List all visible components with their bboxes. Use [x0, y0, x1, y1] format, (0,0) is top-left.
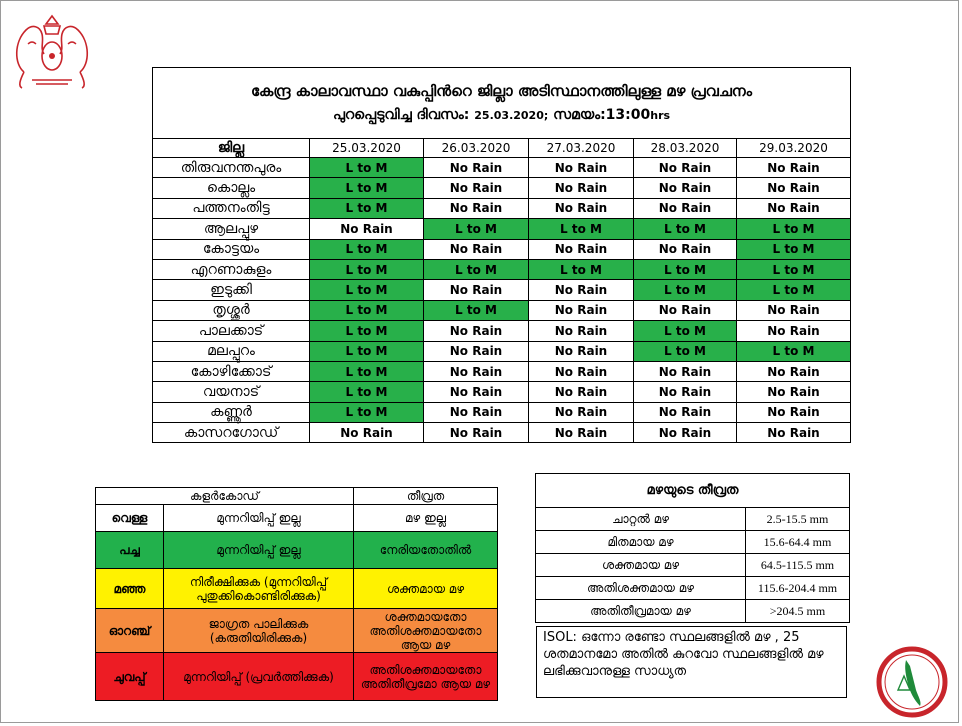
- forecast-row: [153, 382, 851, 402]
- published-line: [153, 103, 850, 128]
- intensity-label: അതിശക്തമായ മഴ: [536, 577, 746, 600]
- forecast-row: [153, 239, 851, 259]
- forecast-cell: No Rain: [310, 423, 424, 443]
- forecast-cell: L to M: [310, 178, 424, 198]
- district-name: കണ്ണൂർ: [153, 402, 310, 422]
- forecast-cell: L to M: [310, 158, 424, 178]
- forecast-cell: No Rain: [634, 178, 737, 198]
- forecast-cell: No Rain: [529, 402, 634, 422]
- forecast-table: [152, 67, 851, 443]
- legend-intensity: ശക്തമായ മഴ: [354, 569, 498, 609]
- forecast-cell: No Rain: [737, 402, 851, 422]
- forecast-cell: L to M: [634, 219, 737, 239]
- district-name: കൊല്ലം: [153, 178, 310, 198]
- legend-meaning: ജാഗ്രത പാലിക്കുക (കരുതിയിരിക്കുക): [164, 609, 354, 653]
- legend-meaning: മുന്നറിയിപ്പ് ഇല്ല: [164, 532, 354, 569]
- forecast-cell: No Rain: [634, 402, 737, 422]
- forecast-cell: No Rain: [529, 321, 634, 341]
- district-header: ജില്ല: [153, 139, 310, 158]
- forecast-cell: No Rain: [737, 158, 851, 178]
- forecast-cell: No Rain: [634, 198, 737, 218]
- forecast-cell: No Rain: [424, 382, 529, 402]
- forecast-cell: No Rain: [310, 219, 424, 239]
- forecast-row: [153, 259, 851, 279]
- intensity-range: 15.6-64.4 mm: [746, 531, 850, 554]
- intensity-label: ശക്തമായ മഴ: [536, 554, 746, 577]
- intensity-range: 115.6-204.4 mm: [746, 577, 850, 600]
- isol-note: ISOL: ഒന്നോ രണ്ടോ സ്ഥലങ്ങളിൽ മഴ , 25 ശതമാനമോ അതിൽ കുറവോ സ്ഥലങ്ങളിൽ മഴ ലഭിക്കുവാനുള്ള സാധ്യത: [536, 626, 847, 698]
- legend-row-green: [96, 532, 498, 569]
- forecast-cell: No Rain: [737, 382, 851, 402]
- date-header: 26.03.2020: [424, 139, 529, 158]
- forecast-cell: L to M: [310, 259, 424, 279]
- color-code-legend: [95, 487, 498, 701]
- legend-row-white: [96, 505, 498, 532]
- forecast-cell: L to M: [310, 198, 424, 218]
- published-date: 25.03.2020;: [474, 108, 549, 122]
- kerala-emblem-icon: [10, 14, 94, 92]
- rain-intensity-table: [535, 473, 850, 623]
- intensity-row: [536, 531, 850, 554]
- intensity-range: 2.5-15.5 mm: [746, 508, 850, 531]
- forecast-cell: L to M: [737, 280, 851, 300]
- forecast-cell: No Rain: [529, 300, 634, 320]
- forecast-cell: L to M: [310, 341, 424, 361]
- forecast-cell: No Rain: [424, 321, 529, 341]
- legend-meaning: നിരീക്ഷിക്കുക (മുന്നറിയിപ്പ് പുതുക്കികൊണ്ടിരിക്കുക): [164, 569, 354, 609]
- forecast-cell: L to M: [634, 321, 737, 341]
- forecast-row: [153, 280, 851, 300]
- forecast-cell: L to M: [634, 280, 737, 300]
- forecast-row: [153, 321, 851, 341]
- forecast-cell: No Rain: [634, 423, 737, 443]
- forecast-row: [153, 300, 851, 320]
- forecast-cell: No Rain: [529, 423, 634, 443]
- forecast-row: [153, 341, 851, 361]
- district-name: തൃശ്ശൂർ: [153, 300, 310, 320]
- intensity-label: മിതമായ മഴ: [536, 531, 746, 554]
- legend-intensity: നേരിയതോതിൽ: [354, 532, 498, 569]
- forecast-cell: L to M: [424, 219, 529, 239]
- forecast-cell: No Rain: [529, 280, 634, 300]
- forecast-cell: No Rain: [529, 239, 634, 259]
- forecast-cell: No Rain: [424, 423, 529, 443]
- intensity-row: [536, 508, 850, 531]
- legend-row-orange: [96, 609, 498, 653]
- intensity-row: [536, 554, 850, 577]
- intensity-row: [536, 600, 850, 623]
- ksdma-logo-icon: [876, 646, 948, 718]
- forecast-title-cell: [153, 68, 851, 139]
- date-header: 29.03.2020: [737, 139, 851, 158]
- forecast-cell: No Rain: [424, 178, 529, 198]
- forecast-cell: L to M: [634, 259, 737, 279]
- forecast-cell: L to M: [529, 219, 634, 239]
- legend-meaning: മുന്നറിയിപ്പ് (പ്രവർത്തിക്കുക): [164, 653, 354, 701]
- time-label: സമയം:: [553, 106, 606, 123]
- forecast-cell: No Rain: [424, 361, 529, 381]
- forecast-cell: L to M: [310, 361, 424, 381]
- forecast-cell: L to M: [310, 402, 424, 422]
- forecast-cell: No Rain: [737, 321, 851, 341]
- forecast-cell: No Rain: [424, 402, 529, 422]
- legend-color-name: പച്ച: [96, 532, 164, 569]
- forecast-cell: L to M: [634, 341, 737, 361]
- legend-color-name: മഞ്ഞ: [96, 569, 164, 609]
- forecast-cell: No Rain: [529, 361, 634, 381]
- date-header: 27.03.2020: [529, 139, 634, 158]
- district-name: കോഴിക്കോട്: [153, 361, 310, 381]
- intensity-label: അതിതീവ്രമായ മഴ: [536, 600, 746, 623]
- forecast-cell: No Rain: [424, 341, 529, 361]
- forecast-cell: No Rain: [529, 341, 634, 361]
- forecast-cell: No Rain: [634, 239, 737, 259]
- date-header: 25.03.2020: [310, 139, 424, 158]
- forecast-row: [153, 219, 851, 239]
- legend-color-name: ഓറഞ്ച്: [96, 609, 164, 653]
- forecast-cell: No Rain: [737, 198, 851, 218]
- forecast-cell: L to M: [529, 259, 634, 279]
- forecast-cell: No Rain: [529, 198, 634, 218]
- forecast-cell: No Rain: [424, 198, 529, 218]
- time-value: 13:00: [605, 106, 651, 123]
- legend-color-name: വെള്ള: [96, 505, 164, 532]
- forecast-cell: No Rain: [634, 382, 737, 402]
- district-name: എറണാകുളം: [153, 259, 310, 279]
- legend-header-intensity: തീവ്രത: [354, 488, 498, 505]
- legend-header-colorcode: കളർകോഡ്: [96, 488, 354, 505]
- forecast-cell: No Rain: [529, 158, 634, 178]
- forecast-cell: L to M: [737, 341, 851, 361]
- forecast-cell: No Rain: [737, 178, 851, 198]
- district-name: ഇടുക്കി: [153, 280, 310, 300]
- forecast-cell: L to M: [737, 219, 851, 239]
- forecast-cell: No Rain: [424, 158, 529, 178]
- date-header: 28.03.2020: [634, 139, 737, 158]
- forecast-row: [153, 361, 851, 381]
- district-name: പത്തനംതിട്ട: [153, 198, 310, 218]
- time-unit: hrs: [650, 108, 671, 122]
- forecast-cell: No Rain: [529, 178, 634, 198]
- forecast-cell: No Rain: [634, 300, 737, 320]
- forecast-cell: No Rain: [634, 361, 737, 381]
- date-header-row: [153, 139, 851, 158]
- legend-meaning: മുന്നറിയിപ്പ് ഇല്ല: [164, 505, 354, 532]
- intensity-range: >204.5 mm: [746, 600, 850, 623]
- district-name: കോട്ടയം: [153, 239, 310, 259]
- legend-intensity: അതിശക്തമായതോ അതിതീവ്രമോ ആയ മഴ: [354, 653, 498, 701]
- forecast-cell: No Rain: [529, 382, 634, 402]
- forecast-cell: L to M: [310, 239, 424, 259]
- district-name: തിരുവനന്തപുരം: [153, 158, 310, 178]
- forecast-cell: L to M: [310, 382, 424, 402]
- intensity-label: ചാറ്റൽ മഴ: [536, 508, 746, 531]
- district-name: വയനാട്: [153, 382, 310, 402]
- forecast-row: [153, 178, 851, 198]
- forecast-cell: L to M: [310, 321, 424, 341]
- forecast-row: [153, 423, 851, 443]
- forecast-row: [153, 402, 851, 422]
- forecast-cell: No Rain: [737, 300, 851, 320]
- district-name: പാലക്കാട്: [153, 321, 310, 341]
- forecast-cell: L to M: [737, 239, 851, 259]
- forecast-cell: L to M: [310, 300, 424, 320]
- intensity-row: [536, 577, 850, 600]
- forecast-row: [153, 198, 851, 218]
- forecast-cell: L to M: [424, 300, 529, 320]
- page-title: കേന്ദ്ര കാലാവസ്ഥാ വകുപ്പിന്‍റെ ജില്ലാ അടിസ്ഥാനത്തിലുള്ള മഴ പ്രവചനം: [250, 81, 753, 100]
- legend-intensity: ശക്തമായതോ അതിശക്തമായതോ ആയ മഴ: [354, 609, 498, 653]
- forecast-cell: L to M: [737, 259, 851, 279]
- forecast-row: [153, 158, 851, 178]
- forecast-cell: No Rain: [737, 361, 851, 381]
- forecast-cell: No Rain: [634, 158, 737, 178]
- intensity-title: മഴയുടെ തീവ്രത: [536, 474, 850, 508]
- forecast-cell: No Rain: [737, 423, 851, 443]
- forecast-cell: L to M: [424, 259, 529, 279]
- legend-row-red: [96, 653, 498, 701]
- published-label: പുറപ്പെടുവിച്ച ദിവസം:: [332, 106, 470, 123]
- forecast-cell: L to M: [310, 280, 424, 300]
- legend-color-name: ചുവപ്പ്: [96, 653, 164, 701]
- district-name: ആലപ്പുഴ: [153, 219, 310, 239]
- legend-intensity: മഴ ഇല്ല: [354, 505, 498, 532]
- legend-row-yellow: [96, 569, 498, 609]
- intensity-range: 64.5-115.5 mm: [746, 554, 850, 577]
- district-name: കാസറഗോഡ്: [153, 423, 310, 443]
- district-name: മലപ്പുറം: [153, 341, 310, 361]
- forecast-cell: No Rain: [424, 239, 529, 259]
- forecast-cell: No Rain: [424, 280, 529, 300]
